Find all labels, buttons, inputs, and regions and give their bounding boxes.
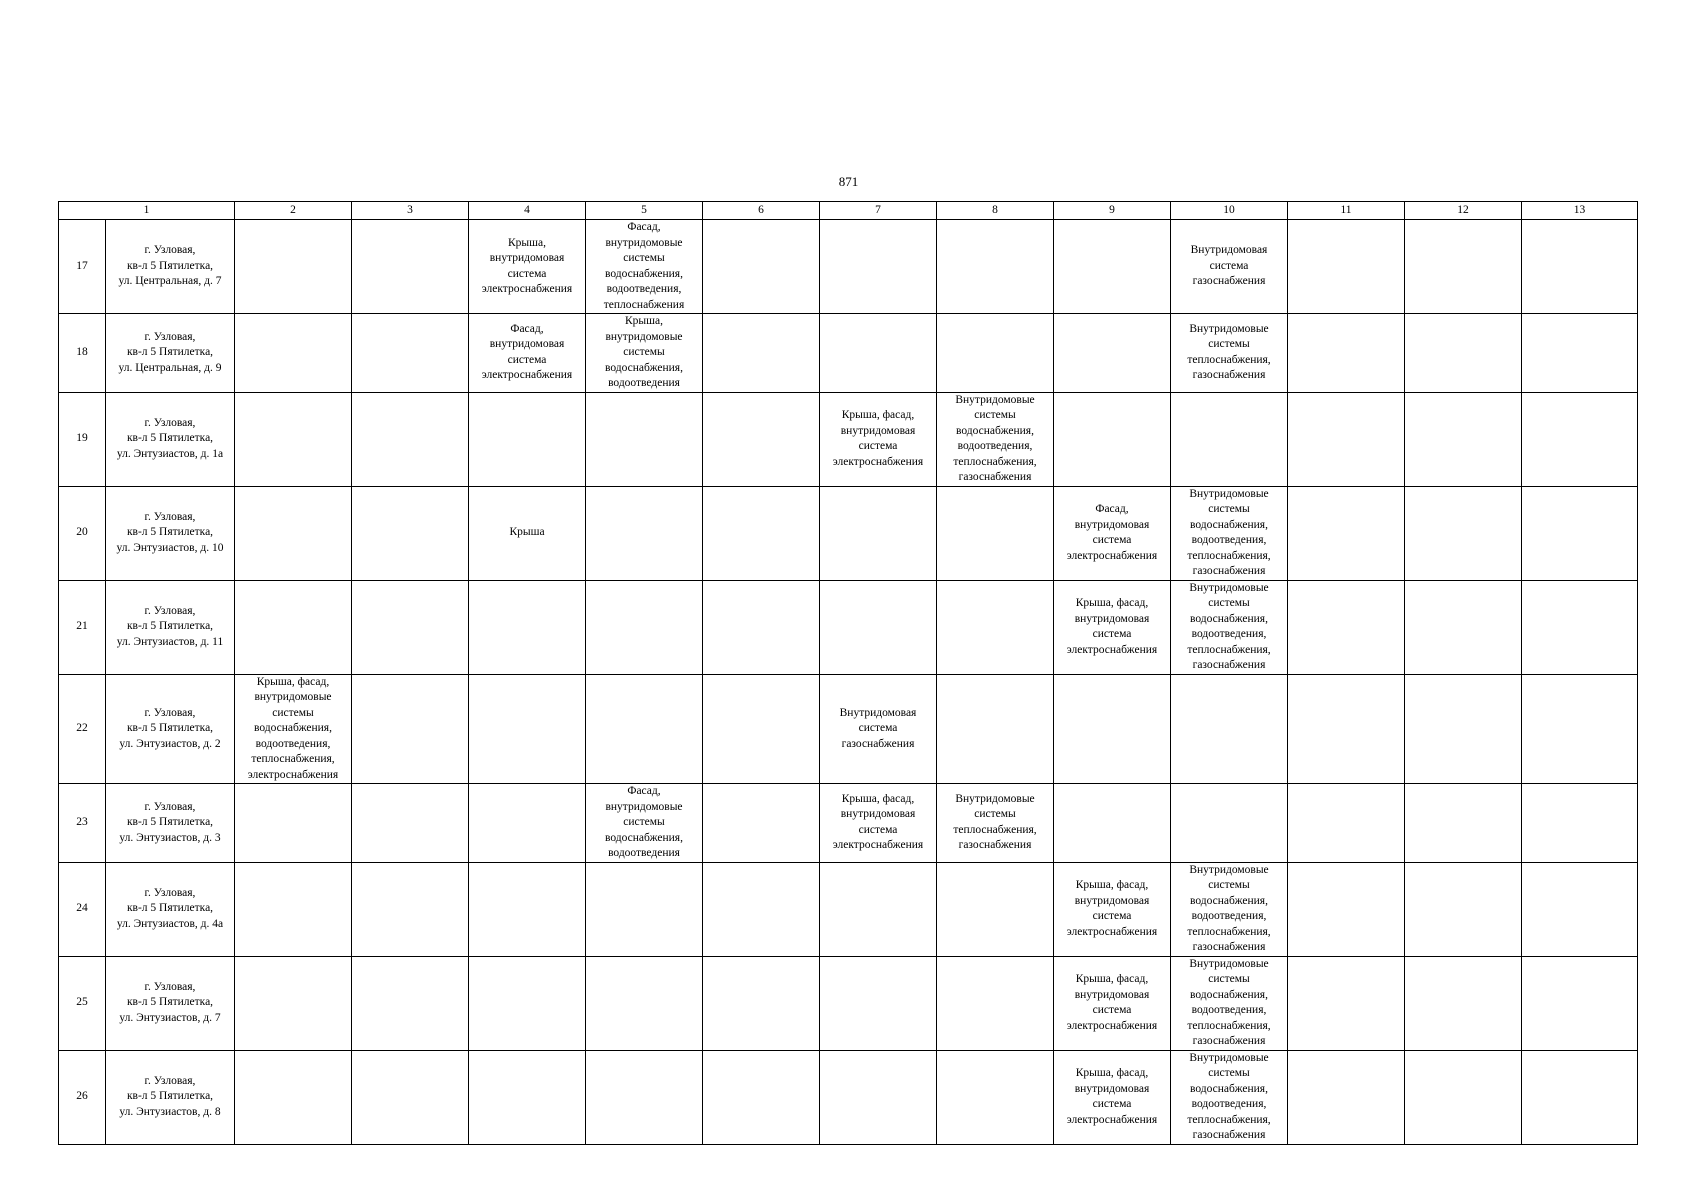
work-cell-8 <box>937 784 1054 863</box>
work-cell-6 <box>703 486 820 580</box>
work-cell-2 <box>235 956 352 1050</box>
cell-text: г. Узловая, кв-л 5 Пятилетка, ул. Энтузиастов, д. 8 <box>119 1074 221 1118</box>
cell-text: Внутридомовые системы теплоснабжения, газоснабжения <box>953 792 1037 852</box>
work-cell-7 <box>820 1050 937 1144</box>
address-cell <box>106 674 235 784</box>
header-col-5: 5 <box>586 202 703 220</box>
page-number: 871 <box>838 174 859 189</box>
work-cell-9 <box>1054 1050 1171 1144</box>
work-cell-13 <box>1522 486 1638 580</box>
cell-text: Внутридомовые системы водоснабжения, водоотведения, теплоснабжения, газоснабжения <box>953 393 1037 483</box>
row-number-cell <box>59 580 106 674</box>
work-cell-5 <box>586 580 703 674</box>
work-cell-5 <box>586 784 703 863</box>
work-cell-6 <box>703 580 820 674</box>
address-cell <box>106 392 235 486</box>
work-cell-3 <box>352 486 469 580</box>
cell-text: Внутридомовая система газоснабжения <box>1190 244 1268 288</box>
work-cell-12 <box>1405 862 1522 956</box>
cell-text: 20 <box>76 526 88 539</box>
row-number-cell <box>59 220 106 314</box>
work-cell-2 <box>235 220 352 314</box>
work-cell-9 <box>1054 784 1171 863</box>
work-cell-6 <box>703 674 820 784</box>
cell-text: Фасад, внутридомовая система электроснабжения <box>481 322 573 382</box>
work-cell-2 <box>235 674 352 784</box>
work-cell-11 <box>1288 314 1405 393</box>
address-cell <box>106 862 235 956</box>
table-row <box>59 486 1638 580</box>
cell-text: Внутридомовые системы водоснабжения, водоотведения, теплоснабжения, газоснабжения <box>1187 581 1271 671</box>
work-cell-7 <box>820 862 937 956</box>
cell-text: 17 <box>76 259 88 272</box>
work-cell-10 <box>1171 486 1288 580</box>
cell-text: 18 <box>76 346 88 358</box>
work-cell-13 <box>1522 674 1638 784</box>
work-cell-4 <box>469 862 586 956</box>
work-cell-8 <box>937 392 1054 486</box>
work-cell-8 <box>937 1050 1054 1144</box>
table-row <box>59 314 1638 393</box>
cell-text: г. Узловая, кв-л 5 Пятилетка, ул. Энтузиастов, д. 4а <box>116 886 224 930</box>
work-cell-10 <box>1171 956 1288 1050</box>
header-col-4: 4 <box>469 202 586 220</box>
cell-text: Крыша <box>509 526 545 539</box>
cell-text: Внутридомовая система газоснабжения <box>839 706 917 750</box>
cell-text: Внутридомовые системы водоснабжения, водоотведения, теплоснабжения, газоснабжения <box>1187 863 1271 953</box>
work-cell-9 <box>1054 486 1171 580</box>
header-col-1: 1 <box>59 202 235 220</box>
work-cell-8 <box>937 220 1054 314</box>
work-cell-10 <box>1171 392 1288 486</box>
table-row <box>59 220 1638 314</box>
work-cell-5 <box>586 862 703 956</box>
row-number-cell <box>59 486 106 580</box>
cell-text: 19 <box>76 432 88 445</box>
work-cell-5 <box>586 1050 703 1144</box>
address-cell <box>106 486 235 580</box>
work-cell-2 <box>235 580 352 674</box>
work-cell-8 <box>937 580 1054 674</box>
work-cell-11 <box>1288 580 1405 674</box>
cell-text: г. Узловая, кв-л 5 Пятилетка, ул. Энтузиастов, д. 10 <box>116 510 224 554</box>
work-cell-6 <box>703 956 820 1050</box>
cell-text: 25 <box>76 996 88 1009</box>
work-cell-4 <box>469 956 586 1050</box>
work-cell-8 <box>937 486 1054 580</box>
work-cell-7 <box>820 392 937 486</box>
work-cell-13 <box>1522 220 1638 314</box>
repair-schedule-table <box>58 201 1638 1145</box>
work-cell-12 <box>1405 486 1522 580</box>
work-cell-5 <box>586 314 703 393</box>
work-cell-11 <box>1288 862 1405 956</box>
cell-text: Внутридомовые системы водоснабжения, водоотведения, теплоснабжения, газоснабжения <box>1187 957 1271 1047</box>
work-cell-4 <box>469 784 586 863</box>
row-number-cell <box>59 392 106 486</box>
work-cell-9 <box>1054 862 1171 956</box>
work-cell-13 <box>1522 956 1638 1050</box>
cell-text: 21 <box>76 620 88 633</box>
work-cell-7 <box>820 486 937 580</box>
work-cell-7 <box>820 220 937 314</box>
work-cell-12 <box>1405 956 1522 1050</box>
work-cell-10 <box>1171 1050 1288 1144</box>
work-cell-4 <box>469 392 586 486</box>
work-cell-2 <box>235 862 352 956</box>
table-row <box>59 580 1638 674</box>
row-number-cell <box>59 862 106 956</box>
work-cell-10 <box>1171 314 1288 393</box>
work-cell-10 <box>1171 862 1288 956</box>
header-col-6: 6 <box>703 202 820 220</box>
work-cell-12 <box>1405 784 1522 863</box>
header-col-11: 11 <box>1288 202 1405 220</box>
work-cell-2 <box>235 486 352 580</box>
cell-text: Крыша, фасад, внутридомовая система электроснабжения <box>1066 879 1158 938</box>
table-row <box>59 956 1638 1050</box>
cell-text: г. Узловая, кв-л 5 Пятилетка, ул. Энтузиастов, д. 11 <box>116 604 224 648</box>
cell-text: 22 <box>76 722 88 734</box>
cell-text: Крыша, внутридомовые системы водоснабжения, водоотведения <box>605 315 683 389</box>
work-cell-11 <box>1288 674 1405 784</box>
work-cell-5 <box>586 220 703 314</box>
work-cell-13 <box>1522 392 1638 486</box>
cell-text: г. Узловая, кв-л 5 Пятилетка, ул. Центральная, д. 7 <box>118 244 222 288</box>
work-cell-7 <box>820 674 937 784</box>
address-cell <box>106 580 235 674</box>
row-number-cell <box>59 314 106 393</box>
cell-text: Крыша, фасад, внутридомовая система электроснабжения <box>1066 597 1158 656</box>
work-cell-3 <box>352 784 469 863</box>
header-row <box>59 202 1638 220</box>
cell-text: Внутридомовые системы теплоснабжения, газоснабжения <box>1187 322 1271 382</box>
work-cell-10 <box>1171 220 1288 314</box>
work-cell-3 <box>352 580 469 674</box>
cell-text: Внутридомовые системы водоснабжения, водоотведения, теплоснабжения, газоснабжения <box>1187 1051 1271 1141</box>
work-cell-9 <box>1054 674 1171 784</box>
work-cell-8 <box>937 674 1054 784</box>
work-cell-12 <box>1405 392 1522 486</box>
address-cell <box>106 1050 235 1144</box>
header-col-8: 8 <box>937 202 1054 220</box>
work-cell-9 <box>1054 220 1171 314</box>
table-row <box>59 784 1638 863</box>
work-cell-10 <box>1171 580 1288 674</box>
row-number-cell <box>59 956 106 1050</box>
cell-text: Крыша, фасад, внутридомовая система электроснабжения <box>1066 1067 1158 1126</box>
row-number-cell <box>59 674 106 784</box>
work-cell-7 <box>820 314 937 393</box>
cell-text: Фасад, внутридомовая система электроснабжения <box>1066 503 1158 562</box>
work-cell-5 <box>586 956 703 1050</box>
work-cell-11 <box>1288 784 1405 863</box>
work-cell-9 <box>1054 392 1171 486</box>
work-cell-3 <box>352 674 469 784</box>
header-col-7: 7 <box>820 202 937 220</box>
cell-text: Крыша, фасад, внутридомовая система электроснабжения <box>1066 973 1158 1032</box>
work-cell-9 <box>1054 314 1171 393</box>
cell-text: 26 <box>76 1090 88 1103</box>
work-cell-10 <box>1171 784 1288 863</box>
row-number-cell <box>59 1050 106 1144</box>
work-cell-9 <box>1054 956 1171 1050</box>
work-cell-13 <box>1522 862 1638 956</box>
row-number-cell <box>59 784 106 863</box>
work-cell-4 <box>469 580 586 674</box>
address-cell <box>106 956 235 1050</box>
work-cell-6 <box>703 392 820 486</box>
work-cell-4 <box>469 486 586 580</box>
work-cell-12 <box>1405 220 1522 314</box>
work-cell-10 <box>1171 674 1288 784</box>
header-col-3: 3 <box>352 202 469 220</box>
work-cell-3 <box>352 392 469 486</box>
work-cell-6 <box>703 314 820 393</box>
table-row <box>59 862 1638 956</box>
work-cell-6 <box>703 1050 820 1144</box>
work-cell-8 <box>937 314 1054 393</box>
header-col-10: 10 <box>1171 202 1288 220</box>
cell-text: Крыша, внутридомовая система электроснабжения <box>481 236 573 295</box>
table-row <box>59 392 1638 486</box>
work-cell-4 <box>469 1050 586 1144</box>
work-cell-4 <box>469 674 586 784</box>
address-cell <box>106 220 235 314</box>
work-cell-7 <box>820 956 937 1050</box>
work-cell-7 <box>820 784 937 863</box>
work-cell-4 <box>469 314 586 393</box>
cell-text: г. Узловая, кв-л 5 Пятилетка, ул. Энтузиастов, д. 2 <box>119 706 221 750</box>
table-row <box>59 674 1638 784</box>
cell-text: г. Узловая, кв-л 5 Пятилетка, ул. Энтузиастов, д. 3 <box>119 800 221 844</box>
work-cell-12 <box>1405 314 1522 393</box>
work-cell-12 <box>1405 1050 1522 1144</box>
work-cell-13 <box>1522 314 1638 393</box>
work-cell-6 <box>703 220 820 314</box>
work-cell-3 <box>352 956 469 1050</box>
work-cell-2 <box>235 1050 352 1144</box>
work-cell-5 <box>586 486 703 580</box>
work-cell-9 <box>1054 580 1171 674</box>
work-cell-11 <box>1288 956 1405 1050</box>
work-cell-13 <box>1522 580 1638 674</box>
cell-text: г. Узловая, кв-л 5 Пятилетка, ул. Энтузиастов, д. 7 <box>119 980 221 1024</box>
cell-text: Фасад, внутридомовые системы водоснабжения, водоотведения, теплоснабжения <box>603 221 685 311</box>
table-row <box>59 1050 1638 1144</box>
work-cell-2 <box>235 392 352 486</box>
work-cell-4 <box>469 220 586 314</box>
cell-text: 24 <box>76 902 88 915</box>
work-cell-11 <box>1288 220 1405 314</box>
cell-text: г. Узловая, кв-л 5 Пятилетка, ул. Центральная, д. 9 <box>118 330 222 374</box>
header-col-9: 9 <box>1054 202 1171 220</box>
header-col-13: 13 <box>1522 202 1638 220</box>
cell-text: Крыша, фасад, внутридомовые системы водоснабжения, водоотведения, теплоснабжения, электроснабжения <box>247 675 339 781</box>
work-cell-11 <box>1288 1050 1405 1144</box>
header-col-2: 2 <box>235 202 352 220</box>
work-cell-3 <box>352 862 469 956</box>
work-cell-3 <box>352 314 469 393</box>
work-cell-3 <box>352 220 469 314</box>
work-cell-3 <box>352 1050 469 1144</box>
work-cell-12 <box>1405 674 1522 784</box>
work-cell-6 <box>703 784 820 863</box>
work-cell-11 <box>1288 486 1405 580</box>
work-cell-8 <box>937 956 1054 1050</box>
header-col-12: 12 <box>1405 202 1522 220</box>
work-cell-5 <box>586 392 703 486</box>
work-cell-5 <box>586 674 703 784</box>
work-cell-11 <box>1288 392 1405 486</box>
work-cell-7 <box>820 580 937 674</box>
cell-text: 23 <box>76 816 88 828</box>
work-cell-13 <box>1522 1050 1638 1144</box>
address-cell <box>106 314 235 393</box>
address-cell <box>106 784 235 863</box>
work-cell-12 <box>1405 580 1522 674</box>
cell-text: Внутридомовые системы водоснабжения, водоотведения, теплоснабжения, газоснабжения <box>1187 487 1271 577</box>
work-cell-6 <box>703 862 820 956</box>
work-cell-13 <box>1522 784 1638 863</box>
cell-text: г. Узловая, кв-л 5 Пятилетка, ул. Энтузиастов, д. 1а <box>116 416 224 460</box>
cell-text: Крыша, фасад, внутридомовая система электроснабжения <box>832 792 924 852</box>
work-cell-2 <box>235 784 352 863</box>
work-cell-8 <box>937 862 1054 956</box>
work-cell-2 <box>235 314 352 393</box>
cell-text: Фасад, внутридомовые системы водоснабжения, водоотведения <box>605 785 683 859</box>
cell-text: Крыша, фасад, внутридомовая система электроснабжения <box>832 409 924 468</box>
